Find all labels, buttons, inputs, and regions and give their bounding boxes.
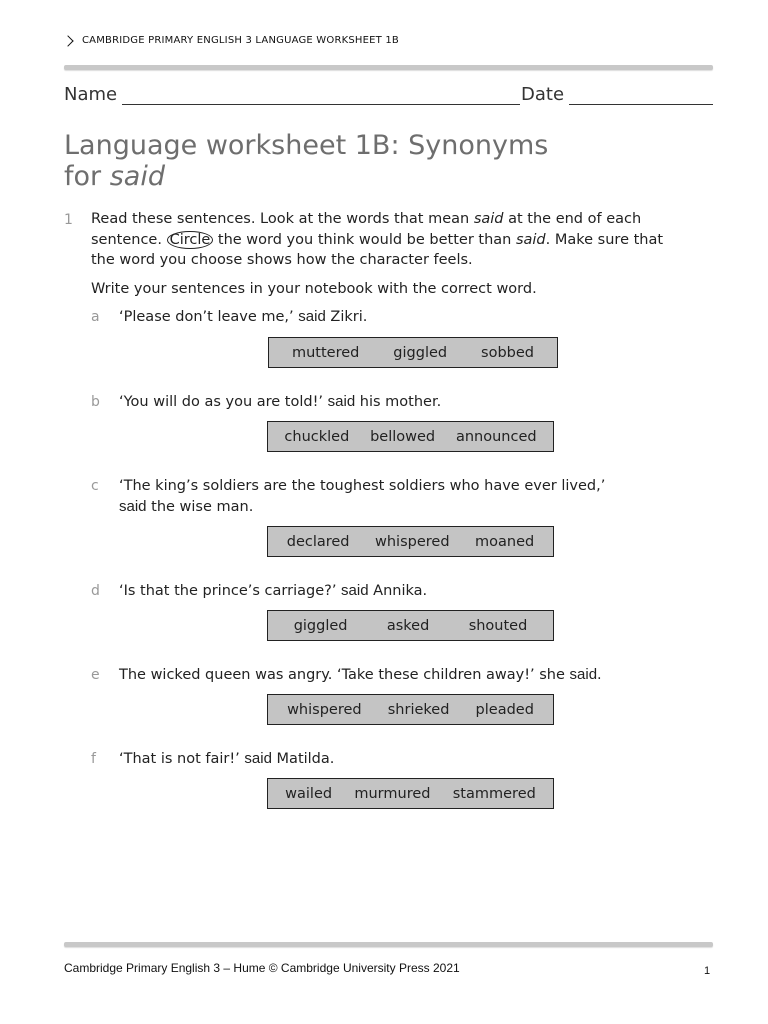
option-box: [267, 778, 554, 809]
option-word[interactable]: whispered: [375, 533, 450, 550]
item-sentence: [119, 665, 719, 686]
option-word[interactable]: giggled: [293, 617, 348, 634]
sentence-text: ‘You will do as you are told!’: [119, 394, 328, 410]
circle-word: Circle: [167, 231, 214, 249]
sentence-text: ‘That is not fair!’: [119, 751, 245, 767]
page-title: [64, 130, 548, 192]
instr-text-1: Read these sentences. Look at the words that mean: [91, 211, 474, 227]
sentence-text: Annika.: [368, 583, 428, 599]
sentence-text: Zikri.: [325, 309, 368, 325]
said-word: said: [244, 750, 272, 767]
option-word[interactable]: asked: [386, 617, 430, 634]
option-word[interactable]: wailed: [285, 785, 333, 802]
option-word[interactable]: stammered: [452, 785, 536, 802]
said-word: said: [569, 666, 598, 683]
top-divider: [64, 65, 713, 70]
option-word[interactable]: giggled: [393, 344, 448, 361]
sentence-text: his mother.: [355, 394, 442, 410]
sentence-text: .: [597, 667, 602, 683]
option-word[interactable]: moaned: [475, 533, 535, 550]
said-word: said: [298, 308, 326, 325]
instr-text-2: at the end of each sentence.: [91, 211, 642, 248]
item-sentence: [119, 476, 619, 517]
option-word[interactable]: whispered: [287, 701, 362, 718]
instructions-2: Write your sentences in your notebook with the correct word.: [91, 281, 537, 297]
item-letter: b: [91, 394, 100, 410]
bottom-divider: [64, 942, 713, 947]
title-italic: said: [109, 161, 165, 192]
page-number: 1: [704, 965, 711, 977]
option-box: [267, 610, 554, 641]
sentence-text: ‘The king’s soldiers are the toughest soldiers who have ever lived,’: [119, 478, 606, 494]
instr-said-2: said: [515, 231, 546, 248]
said-word: said: [341, 582, 369, 599]
option-box: [267, 526, 554, 557]
option-word[interactable]: murmured: [354, 785, 431, 802]
option-word[interactable]: bellowed: [370, 428, 436, 445]
option-word[interactable]: shouted: [468, 617, 528, 634]
item-letter: e: [91, 667, 100, 683]
said-word: said: [119, 497, 147, 515]
option-word[interactable]: announced: [455, 428, 537, 445]
sentence-text: The wicked queen was angry. ‘Take these children away!’ she: [119, 667, 570, 683]
option-word[interactable]: muttered: [291, 344, 360, 361]
option-word[interactable]: sobbed: [481, 344, 535, 361]
option-box: [268, 337, 558, 368]
sentence-text: ‘Is that the prince’s carriage?’: [119, 583, 342, 599]
date-field[interactable]: [569, 84, 713, 105]
option-word[interactable]: shrieked: [387, 701, 450, 718]
title-line-1: Language worksheet 1B: Synonyms: [64, 130, 549, 161]
option-box: [267, 421, 554, 452]
instr-text-3: the word you think would be better than: [213, 231, 516, 248]
item-letter: a: [91, 309, 100, 325]
chevron-right-icon: [62, 35, 73, 46]
option-box: [267, 694, 554, 725]
footer-copyright: Cambridge Primary English 3 – Hume © Cambridge University Press 2021: [64, 961, 460, 975]
option-word[interactable]: declared: [286, 533, 350, 550]
running-header: [64, 35, 399, 46]
item-sentence: [119, 307, 679, 328]
item-letter: c: [91, 478, 99, 494]
header-title: CAMBRIDGE PRIMARY ENGLISH 3 LANGUAGE WORKSHEET 1B: [82, 35, 399, 46]
sentence-text: Matilda.: [271, 751, 335, 767]
item-sentence: [119, 392, 679, 413]
title-line-2: [64, 161, 548, 192]
instr-said-1: said: [473, 211, 504, 227]
option-word[interactable]: chuckled: [284, 428, 350, 445]
item-sentence: [119, 581, 679, 602]
item-letter: d: [91, 583, 100, 599]
option-word[interactable]: pleaded: [475, 701, 534, 718]
sentence-text: the wise man.: [146, 498, 254, 515]
item-letter: f: [91, 751, 96, 767]
question-number: 1: [64, 212, 73, 228]
name-label: Name: [64, 84, 118, 105]
title-prefix: for: [64, 161, 110, 192]
name-field[interactable]: [122, 84, 520, 105]
instr-text-4: . Make sure that the word you choose shows how the character feels.: [91, 231, 664, 268]
date-label: Date: [521, 84, 565, 105]
sentence-text: ‘Please don’t leave me,’: [119, 309, 299, 325]
said-word: said: [327, 393, 356, 410]
instructions: [91, 209, 691, 271]
item-sentence: [119, 749, 679, 770]
